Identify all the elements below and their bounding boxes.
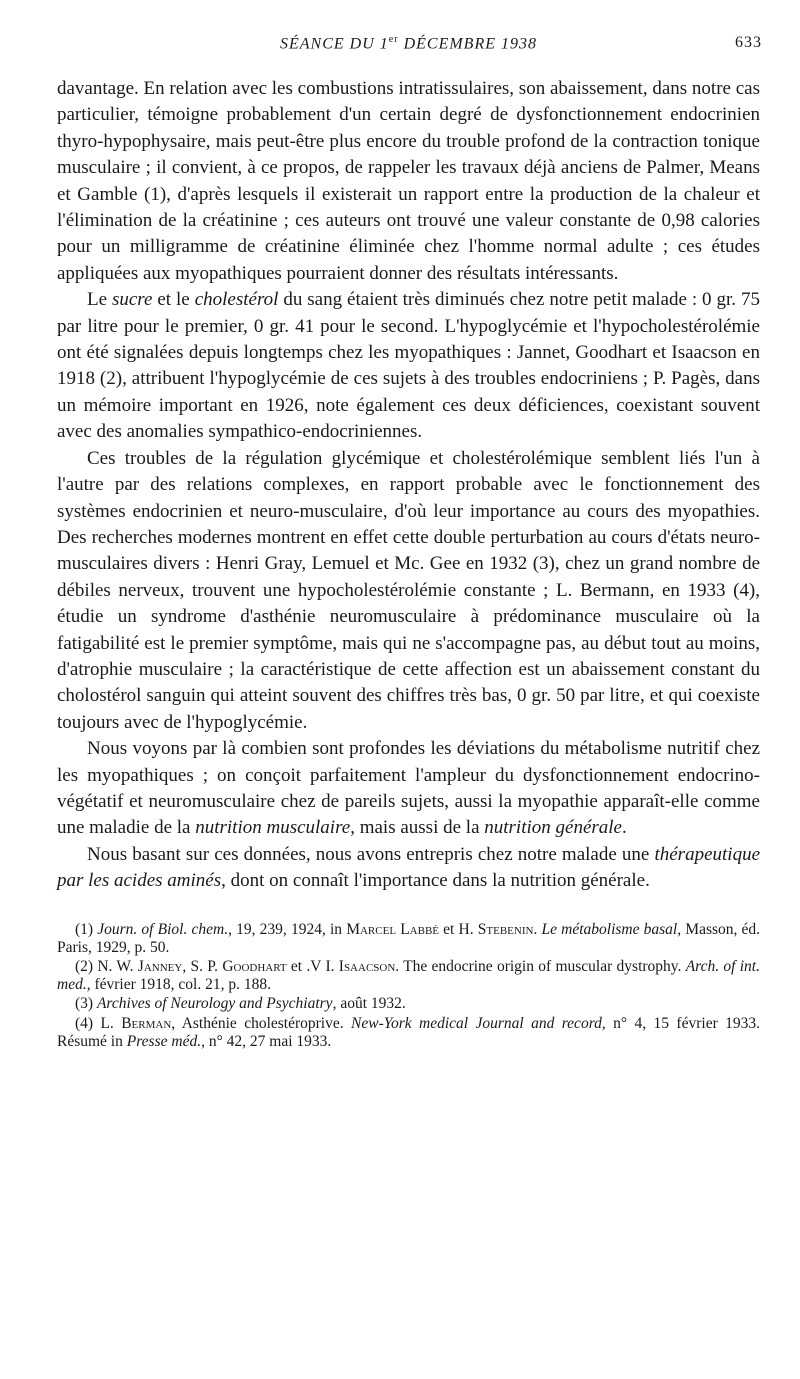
- footnote-2: [57, 958, 760, 994]
- footnote-1: [57, 921, 760, 957]
- fn4-c: , Asthénie cholestéroprive.: [171, 1014, 352, 1032]
- fn3-journal: Archives of Neurology and Psychiatry: [96, 995, 333, 1013]
- running-head-sup: er: [388, 34, 399, 45]
- fn1-journal: Journ. of Biol. chem.: [97, 920, 229, 938]
- page-number: 633: [735, 34, 762, 51]
- paragraph-5: [57, 842, 760, 895]
- p5-italic-therapeutique: thérapeutique par les acides aminés: [57, 843, 760, 892]
- p4-text-e: .: [621, 817, 627, 839]
- fn4-author-berman: Berman: [121, 1014, 172, 1032]
- footnote-4: [57, 1015, 760, 1051]
- page-header: [57, 28, 760, 54]
- p2-text-a: Le: [87, 289, 112, 311]
- fn2-e: et .V I.: [286, 958, 339, 975]
- paragraph-1: davantage. En relation avec les combustions intratissulaires, son abaissement, dans notre cas particulier, témoigne probablement d'un certain degré de dysfonctionnement endocrinien thyro-hypophysaire, mais peut-être plus encore du trouble profond de la contraction tonique musculaire ; il convient, à ce propos, de rappeler les travaux déjà anciens de Palmer, Means et Gamble (1), d'après lesquels il existerait un rapport entre la production de la chaleur et l'élimination de la créatinine ; ces auteurs ont trouvé une valeur constante de 0,98 calories pour un milligramme de créatinine éliminée chez l'homme normal adulte ; ces études appliquées aux myopathiques pourraient donner des résultats intéressants.: [57, 78, 760, 284]
- running-head: [57, 34, 760, 53]
- fn2-a: (2) N. W.: [75, 958, 138, 975]
- paragraph-2: [57, 287, 760, 445]
- fn1-i: , Masson, éd. Paris, 1929, p. 50.: [57, 920, 761, 956]
- footnotes: [57, 921, 760, 1051]
- body-text: [57, 76, 760, 895]
- p2-italic-cholesterol: cholestérol: [194, 289, 279, 311]
- fn4-journal: New-York medical Journal and record: [351, 1014, 602, 1032]
- running-head-pre: SÉANCE DU 1: [280, 35, 389, 53]
- paragraph-3: Ces troubles de la régulation glycémique et cholestérolémique semblent liés l'un à l'autre par des relations complexes, en rapport probable avec le fonctionnement des systèmes endocrinien et neuro-musculaire, d'où leur importance au cours des myopathies. Des recherches modernes montrent en effet cette double perturbation au cours d'états neuro-musculaires divers : Henri Gray, Lemuel et Mc. Gee en 1932 (3), chez un grand nombre de débiles nerveux, trouvent une hypocholestérolémie constante ; L. Bermann, en 1933 (4), étudie un syndrome d'asthénie neuromusculaire à prédominance musculaire où la fatigabilité est le premier symptôme, mais qui ne s'accompagne pas, au début tout au moins, d'atrophie musculaire ; la caractéristique de cette affection est un abaissement constant du cholostérol sanguin qui atteint souvent des chiffres très bas, 0 gr. 50 par litre, et qui coexiste toujours avec de l'hypoglycémie.: [57, 447, 760, 733]
- fn1-g: .: [533, 920, 542, 938]
- p4-text-a: Nous voyons par là combien sont profondes les déviations du métabolisme nutritif chez les myopathiques ; on conçoit parfaitement l'ampleur du dysfonctionnement endocrino-végétatif et neuromusculaire chez de pareils sujets, aussi la myopathie apparaît-elle comme une maladie de la: [57, 738, 760, 839]
- fn4-presse: Presse méd.: [126, 1032, 202, 1050]
- fn2-c: , S. P.: [182, 958, 223, 975]
- p5-text-c: , dont on connaît l'importance dans la nutrition générale.: [221, 870, 650, 892]
- footnote-3: [57, 995, 760, 1013]
- p4-italic-nutrition-musculaire: nutrition musculaire: [195, 817, 351, 839]
- p5-text-a: Nous basant sur ces données, nous avons entrepris chez notre malade une: [87, 843, 655, 865]
- fn4-a: (4) L.: [75, 1014, 122, 1032]
- fn2-author-isaacson: Isaacson: [338, 958, 396, 975]
- fn1-a: (1): [75, 920, 98, 938]
- p2-text-e: du sang étaient très diminués chez notre petit malade : 0 gr. 75 par litre pour le premier, 0 gr. 41 pour le second. L'hypoglycémie et l'hypocholestérolémie ont été signalées depuis longtemps chez les myopathiques : Jannet, Goodhart et Isaacson en 1918 (2), attribuent l'hypoglycémie de ces sujets à des troubles endocriniens ; P. Pagès, dans un mémoire important en 1926, note également ces deux déficiences, coexistant souvent avec des anomalies sympathico-endocriniennes.: [57, 289, 760, 443]
- fn1-c: , 19, 239, 1924, in: [228, 920, 347, 938]
- fn1-book-title: Le métabolisme basal: [541, 920, 678, 938]
- running-head-post: DÉCEMBRE 1938: [398, 35, 537, 53]
- fn3-c: , août 1932.: [332, 995, 406, 1013]
- fn2-g: . The endocrine origin of muscular dystrophy.: [395, 958, 686, 975]
- fn1-e: et: [439, 920, 459, 938]
- book-page: [57, 28, 760, 1052]
- fn4-e: , n° 4, 15 février 1933. Résumé in: [57, 1014, 761, 1050]
- paragraph-4: [57, 736, 760, 842]
- fn1-author-labbe: Marcel Labbé: [346, 920, 440, 938]
- fn4-g: , n° 42, 27 mai 1933.: [201, 1032, 332, 1050]
- fn1-author-stebenin: H. Stebenin: [458, 920, 534, 938]
- fn2-journal: Arch. of int. med.: [57, 958, 760, 994]
- p4-text-c: , mais aussi de la: [350, 817, 485, 839]
- fn3-a: (3): [75, 995, 97, 1013]
- p4-italic-nutrition-generale: nutrition générale: [484, 817, 622, 839]
- fn2-author-goodhart: Goodhart: [222, 958, 287, 975]
- fn2-i: , février 1918, col. 21, p. 188.: [86, 976, 271, 994]
- p2-italic-sucre: sucre: [111, 289, 153, 311]
- p2-text-c: et le: [152, 289, 195, 311]
- fn2-author-janney: Janney: [137, 958, 183, 975]
